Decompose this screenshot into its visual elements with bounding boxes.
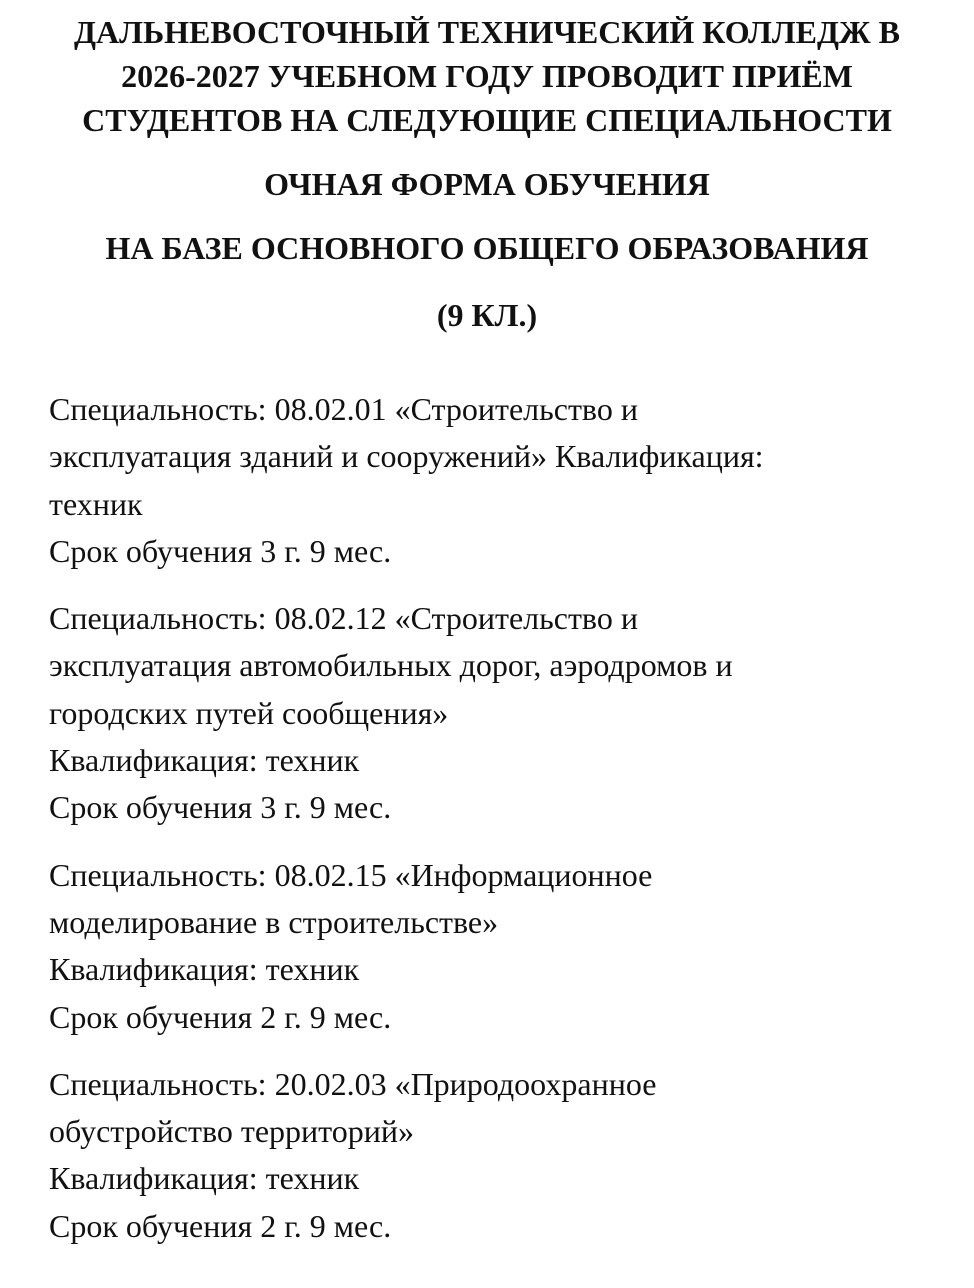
specialty-list [49, 386, 949, 1270]
qualification: Квалификация: техник [49, 951, 360, 988]
specialty-line: Специальность: 08.02.15 «Информационное [49, 856, 653, 893]
grade-heading: (9 КЛ.) [436, 297, 538, 333]
study-duration: Срок обучения 2 г. 9 мес. [49, 998, 392, 1035]
specialty-line: моделирование в строительстве» [49, 903, 499, 940]
specialty-line: эксплуатация зданий и сооружений» Квалификация: [49, 438, 764, 475]
study-duration: Срок обучения 3 г. 9 мес. [49, 532, 392, 569]
specialty-item [49, 852, 949, 1041]
specialty-line: Специальность: 20.02.03 «Природоохранное [49, 1065, 657, 1102]
specialty-line: Специальность: 08.02.12 «Строительство и [49, 600, 638, 637]
qualification: Квалификация: техник [49, 742, 360, 779]
specialty-item [49, 595, 949, 831]
title-line-3: СТУДЕНТОВ НА СЛЕДУЮЩИЕ СПЕЦИАЛЬНОСТИ [82, 102, 892, 138]
specialty-line: городских путей сообщения» [49, 694, 449, 731]
specialty-item [49, 386, 949, 575]
specialty-line: обустройство территорий» [49, 1113, 414, 1150]
education-base-heading: НА БАЗЕ ОСНОВНОГО ОБЩЕГО ОБРАЗОВАНИЯ [105, 230, 869, 266]
qualification: Квалификация: техник [49, 1160, 360, 1197]
study-form-heading: ОЧНАЯ ФОРМА ОБУЧЕНИЯ [264, 166, 710, 202]
specialty-line: эксплуатация автомобильных дорог, аэродромов и [49, 647, 733, 684]
page-title [0, 10, 974, 142]
specialty-item [49, 1061, 949, 1250]
study-duration: Срок обучения 2 г. 9 мес. [49, 1207, 392, 1244]
specialty-line: Специальность: 08.02.01 «Строительство и [49, 391, 638, 427]
title-line-2: 2026-2027 УЧЕБНОМ ГОДУ ПРОВОДИТ ПРИЁМ [121, 58, 853, 94]
study-duration: Срок обучения 3 г. 9 мес. [49, 789, 392, 826]
specialty-line: техник [49, 485, 143, 522]
title-line-1: ДАЛЬНЕВОСТОЧНЫЙ ТЕХНИЧЕСКИЙ КОЛЛЕДЖ В [73, 14, 901, 50]
